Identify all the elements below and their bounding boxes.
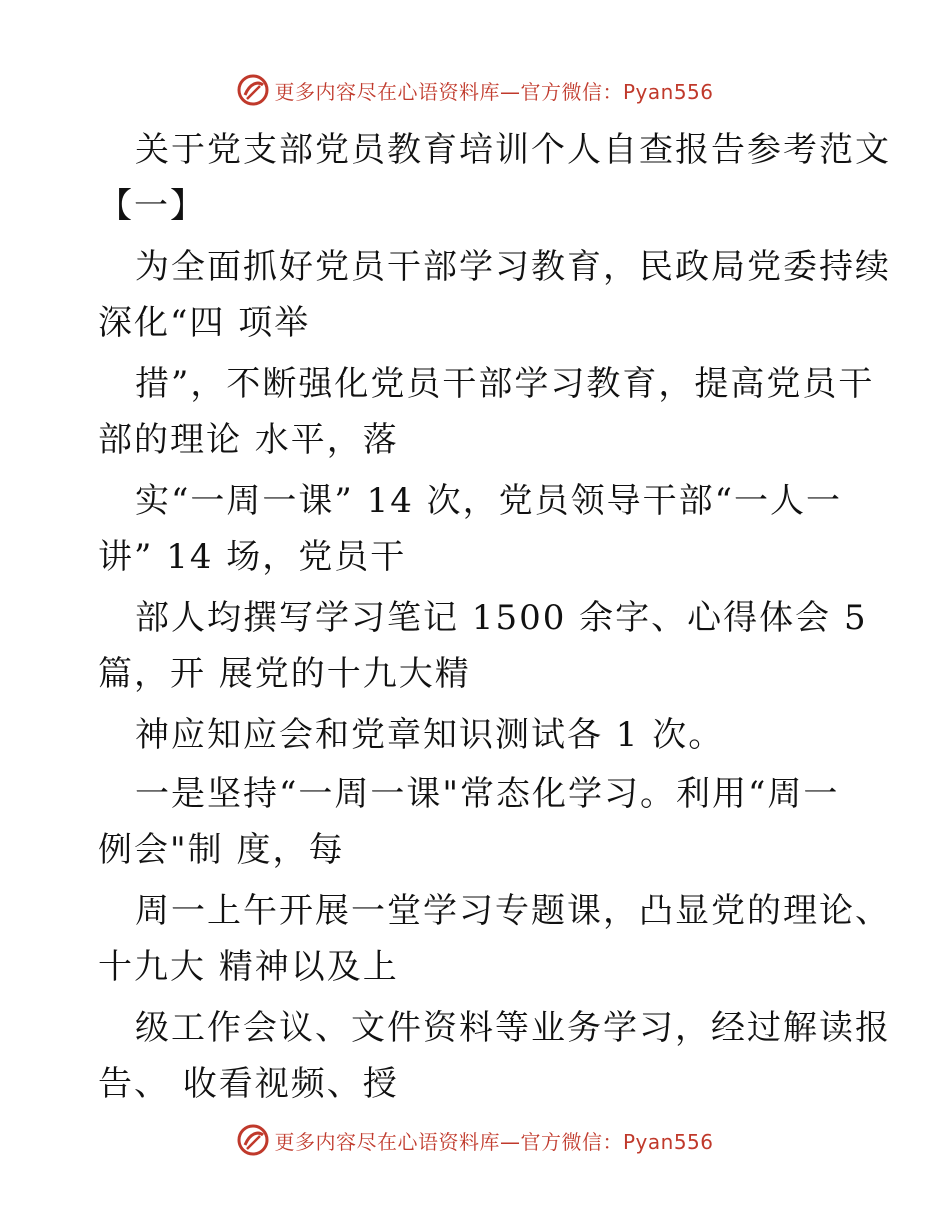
document-title: 关于党支部党员教育培训个人自查报告参考范文 — [135, 130, 891, 170]
paragraph-line: 告、 收看视频、授 — [98, 1064, 399, 1104]
paragraph-line: 讲” 14 场，党员干 — [98, 537, 407, 577]
paragraph-line: 级工作会议、文件资料等业务学习，经过解读报 — [135, 1008, 891, 1048]
paragraph-line: 神应知应会和党章知识测试各 1 次。 — [135, 715, 725, 755]
paragraph-line: 例会"制 度，每 — [98, 830, 345, 870]
paragraph-line: 措”，不断强化党员干部学习教育，提高党员干 — [135, 364, 875, 404]
header-banner — [0, 72, 950, 108]
banner-text: 更多内容尽在心语资料库—官方微信：Pyan556 — [274, 1129, 714, 1154]
paragraph-line: 为全面抓好党员干部学习教育，民政局党委持续 — [135, 247, 891, 287]
footer-banner — [0, 1122, 950, 1158]
paragraph-line: 十九大 精神以及上 — [98, 947, 399, 987]
paragraph-line: 部人均撰写学习笔记 1500 余字、心得体会 5 — [135, 598, 868, 638]
paragraph-line: 深化“四 项举 — [98, 303, 311, 343]
paragraph-line: 部的理论 水平，落 — [98, 420, 399, 460]
banner-text: 更多内容尽在心语资料库—官方微信：Pyan556 — [274, 79, 714, 104]
paragraph-line: 周一上午开展一堂学习专题课，凸显党的理论、 — [135, 891, 891, 931]
paragraph-line: 实“一周一课” 14 次，党员领导干部“一人一 — [135, 481, 843, 521]
document-subtitle: 【一】 — [98, 186, 206, 226]
brand-logo-icon — [236, 1123, 270, 1157]
paragraph-line: 一是坚持“一周一课"常态化学习。利用“周一 — [135, 774, 840, 814]
paragraph-line: 篇，开 展党的十九大精 — [98, 654, 471, 694]
brand-logo-icon — [236, 73, 270, 107]
